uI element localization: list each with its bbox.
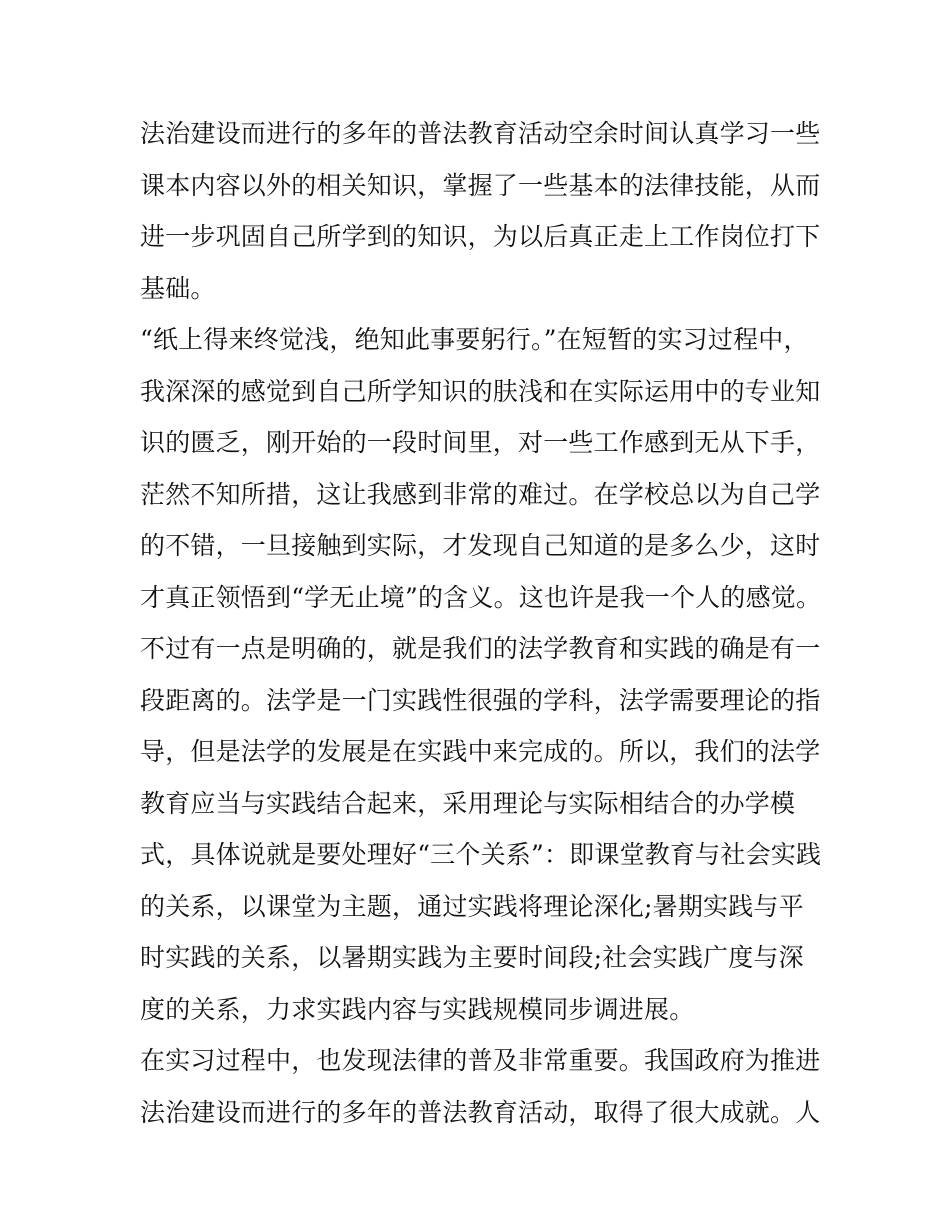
text-line: 进一步巩固自己所学到的知识，为以后真正走上工作岗位打下 — [140, 222, 821, 251]
text-line: 时实践的关系，以暑期实践为主要时间段;社会实践广度与深 — [140, 943, 804, 972]
text-line: 我深深的感觉到自己所学知识的肤浅和在实际运用中的专业知 — [140, 376, 821, 406]
text-line: 不过有一点是明确的，就是我们的法学教育和实践的确是有一 — [140, 634, 821, 663]
text-line: 课本内容以外的相关知识，掌握了一些基本的法律技能，从而 — [140, 170, 821, 200]
text-line: 段距离的。法学是一门实践性很强的学科，法学需要理论的指 — [140, 685, 821, 715]
text-line: 度的关系，力求实践内容与实践规模同步调进展。 — [140, 994, 695, 1024]
text-line: 法治建设而进行的多年的普法教育活动，取得了很大成就。人 — [140, 1097, 821, 1127]
text-line: 法治建设而进行的多年的普法教育活动空余时间认真学习一些 — [140, 119, 821, 148]
body-text — [140, 108, 830, 1138]
text-line: 在实习过程中，也发现法律的普及非常重要。我国政府为推进 — [140, 1046, 821, 1075]
text-line: “纸上得来终觉浅，绝知此事要躬行。”在短暂的实习过程中， — [140, 325, 809, 354]
text-line: 基础。 — [140, 273, 216, 303]
text-line: 茫然不知所措，这让我感到非常的难过。在学校总以为自己学 — [140, 479, 821, 509]
text-line: 导，但是法学的发展是在实践中来完成的。所以，我们的法学 — [140, 737, 821, 766]
text-line: 式，具体说就是要处理好“三个关系”：即课堂教育与社会实践 — [140, 840, 822, 869]
text-line: 的关系，以课堂为主题，通过实践将理论深化;暑期实践与平 — [140, 891, 804, 921]
text-line: 识的匮乏，刚开始的一段时间里，对一些工作感到无从下手， — [140, 428, 821, 457]
text-line: 的不错，一旦接触到实际，才发现自己知道的是多么少，这时 — [140, 531, 821, 560]
text-line: 才真正领悟到“学无止境”的含义。这也许是我一个人的感觉。 — [140, 582, 822, 612]
text-line: 教育应当与实践结合起来，采用理论与实际相结合的办学模 — [140, 788, 796, 818]
